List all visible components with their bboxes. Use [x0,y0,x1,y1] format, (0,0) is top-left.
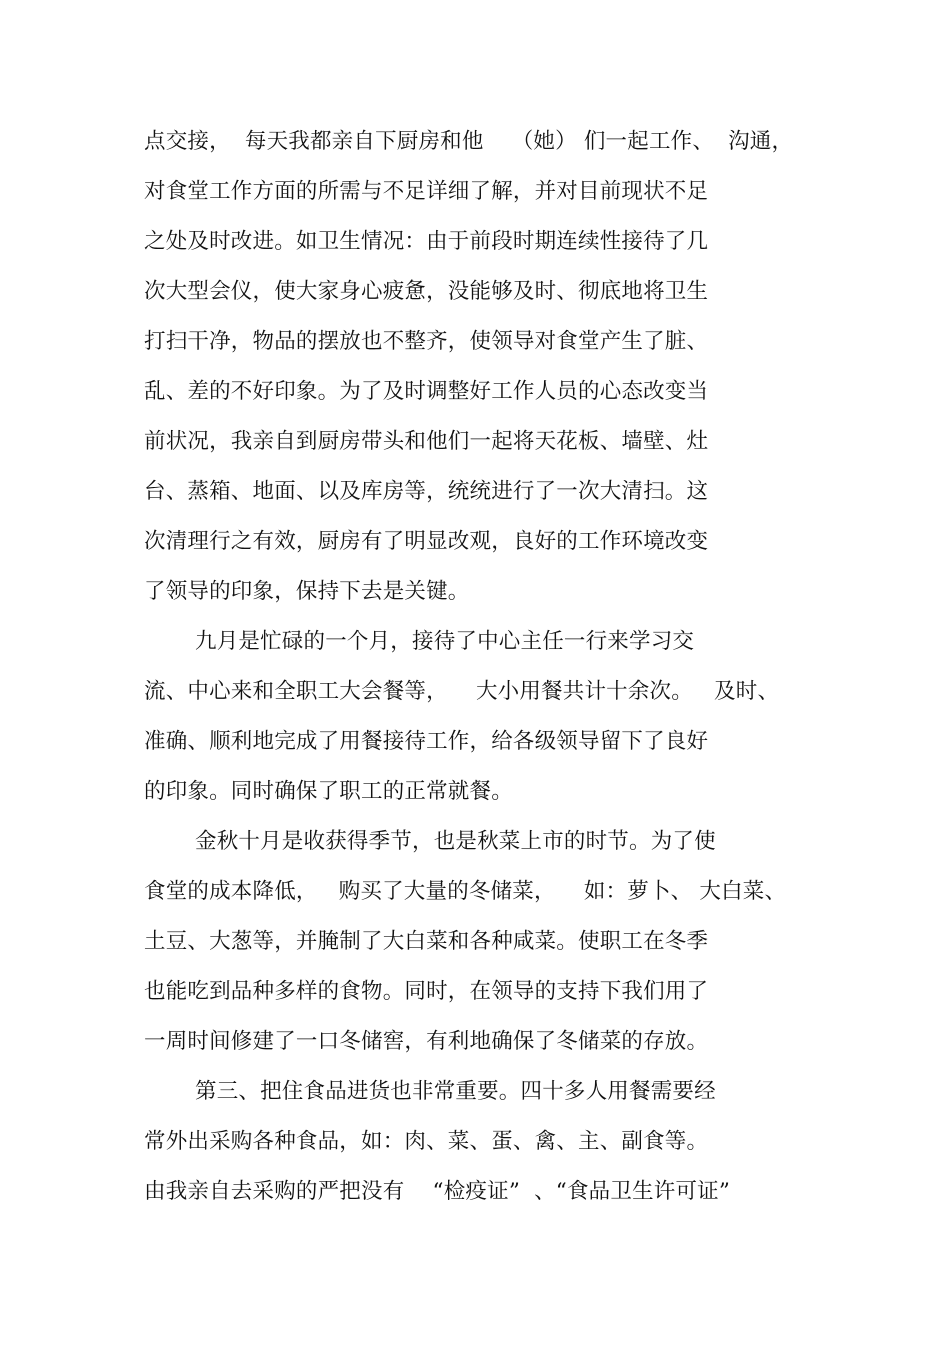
text-line: 食堂的成本降低， 购买了大量的冬储菜， 如：萝卜、 大白菜、 [144,879,787,904]
text-line: 准确、顺利地完成了用餐接待工作，给各级领导留下了良好 [144,729,709,754]
text-line: 由我亲自去采购的严把没有 “检疫证” 、“食品卫生许可证” [144,1179,731,1204]
text-line: 乱、差的不好印象。为了及时调整好工作人员的心态改变当 [144,379,709,404]
text-line: 台、蒸箱、地面、以及库房等，统统进行了一次大清扫。这 [144,479,709,504]
text-line: 对食堂工作方面的所需与不足详细了解，并对目前现状不足 [144,179,709,204]
text-line: 常外出采购各种食品，如：肉、菜、蛋、禽、主、副食等。 [144,1129,709,1154]
text-line: 次大型会仪，使大家身心疲惫，没能够及时、彻底地将卫生 [144,279,709,304]
paragraph-first-line: 第三、把住食品进货也非常重要。四十多人用餐需要经 [195,1079,716,1104]
text-line: 前状况，我亲自到厨房带头和他们一起将天花板、墙壁、灶 [144,429,709,454]
text-line: 一周时间修建了一口冬储窖，有利地确保了冬储菜的存放。 [144,1029,709,1054]
paragraph-first-line: 金秋十月是收获得季节，也是秋菜上市的时节。为了使 [195,829,716,854]
text-line: 流、中心来和全职工大会餐等， 大小用餐共计十余次。 及时、 [144,679,780,704]
text-line: 打扫干净，物品的摆放也不整齐，使领导对食堂产生了脏、 [144,329,709,354]
text-line: 的印象。同时确保了职工的正常就餐。 [144,779,513,804]
text-line: 次清理行之有效，厨房有了明显改观，良好的工作环境改变 [144,529,709,554]
text-line: 土豆、大葱等，并腌制了大白菜和各种咸菜。使职工在冬季 [144,929,709,954]
text-line: 点交接， 每天我都亲自下厨房和他 （她） 们一起工作、 沟通， [144,129,794,154]
paragraph-first-line: 九月是忙碌的一个月，接待了中心主任一行来学习交 [195,629,695,654]
text-line: 也能吃到品种多样的食物。同时，在领导的支持下我们用了 [144,979,709,1004]
text-line: 了领导的印象，保持下去是关键。 [144,579,470,604]
text-line: 之处及时改进。如卫生情况：由于前段时期连续性接待了几 [144,229,709,254]
